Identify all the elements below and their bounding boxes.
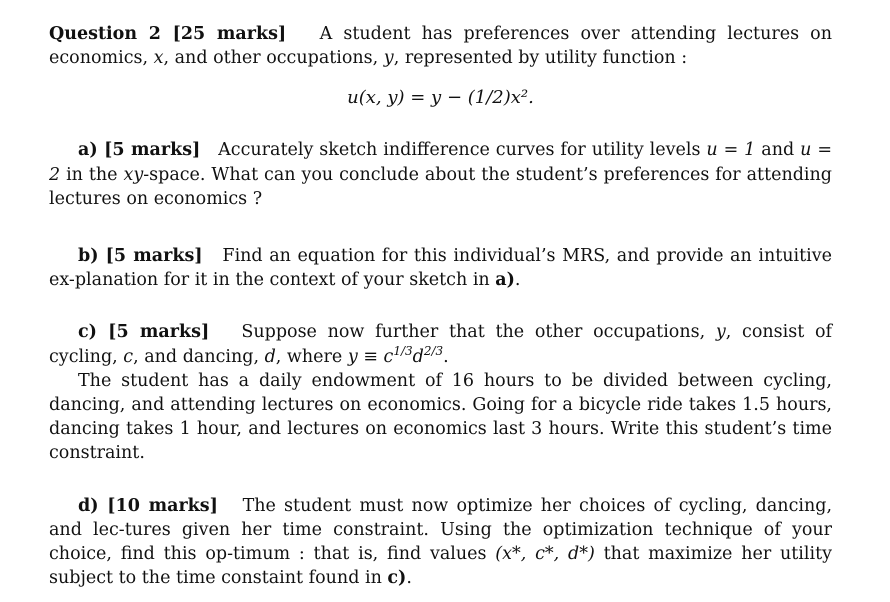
intro-text-2: , and other occupations,	[163, 48, 384, 69]
intro-text-3: , represented by utility function :	[393, 48, 688, 69]
part-a-text-2: in the	[60, 164, 124, 185]
part-d-text-2: that maximize her utility subject to the time constaint found in	[49, 544, 833, 589]
part-c-text-5: .	[443, 346, 449, 367]
question-2-intro	[49, 22, 832, 70]
formula-y-c: y ≡ c	[347, 346, 394, 367]
intro-text-1: A student has preferences over attending lectures on economics,	[49, 24, 832, 69]
part-c-label: c) [5 marks]	[78, 322, 210, 343]
part-b-text-2: .	[514, 270, 521, 291]
variable-y: y	[383, 48, 394, 69]
part-b	[49, 244, 832, 292]
variable-c: c	[123, 346, 134, 367]
part-b-text-1: Find an equation for this individual’s MRS, and provide an intuitive ex-planation for it in the context of your sketch in	[49, 246, 832, 291]
utility-level-1: u = 1	[706, 140, 756, 161]
part-c-text-4: , where	[275, 346, 348, 367]
utility-equation: u(x, y) = y − (1/2)x².	[347, 87, 534, 109]
part-c-paragraph-2: The student has a daily endowment of 16 hours to be divided between cycling, dancing, and attending lectures on economics. Going for a bicycle ride takes 1.5 hours, dancing takes 1 hour, and lectures on economics last 3 hours. Write this student’s time constraint.	[49, 370, 832, 464]
part-d-text-3: .	[406, 568, 412, 589]
part-c-text-2: , consist of cycling,	[49, 322, 832, 367]
part-d-text-1: The student must now optimize her choices of cycling, dancing, and lec-tures given her time constraint. Using the optimization technique of your choice, find this op-timum : that is, find values	[49, 495, 833, 565]
part-c-text-3: , and dancing,	[133, 346, 265, 367]
part-c-text-1: Suppose now further that the other occupations,	[241, 322, 716, 343]
part-a-text-1: Accurately sketch indifference curves for utility levels	[218, 140, 707, 161]
part-d	[49, 494, 832, 591]
part-d-ref: c)	[387, 568, 407, 589]
variable-x: x	[153, 48, 164, 69]
part-b-label: b) [5 marks]	[78, 246, 203, 267]
part-d-label: d) [10 marks]	[78, 495, 218, 516]
cobb-douglas-formula	[347, 343, 444, 367]
optimum-tuple: (x*, c*, d*)	[495, 544, 595, 565]
question-2-heading: Question 2 [25 marks]	[49, 24, 287, 44]
xy-space: xy	[123, 164, 144, 185]
exponent-1: 1/3	[393, 343, 413, 358]
part-a-and: and	[755, 140, 801, 161]
variable-d: d	[264, 346, 276, 367]
utility-level-2: u = 2	[49, 140, 832, 185]
part-a-text-3: -space. What can you conclude about the student’s preferences for attending lectures on economics ?	[49, 164, 832, 209]
exponent-2: 2/3	[423, 343, 444, 358]
variable-y: y	[715, 322, 726, 343]
part-a	[49, 138, 832, 211]
part-b-ref: a)	[495, 270, 515, 291]
formula-d: d	[412, 346, 424, 367]
part-c	[49, 320, 832, 368]
part-a-label: a) [5 marks]	[78, 140, 201, 161]
document-page	[49, 22, 832, 590]
